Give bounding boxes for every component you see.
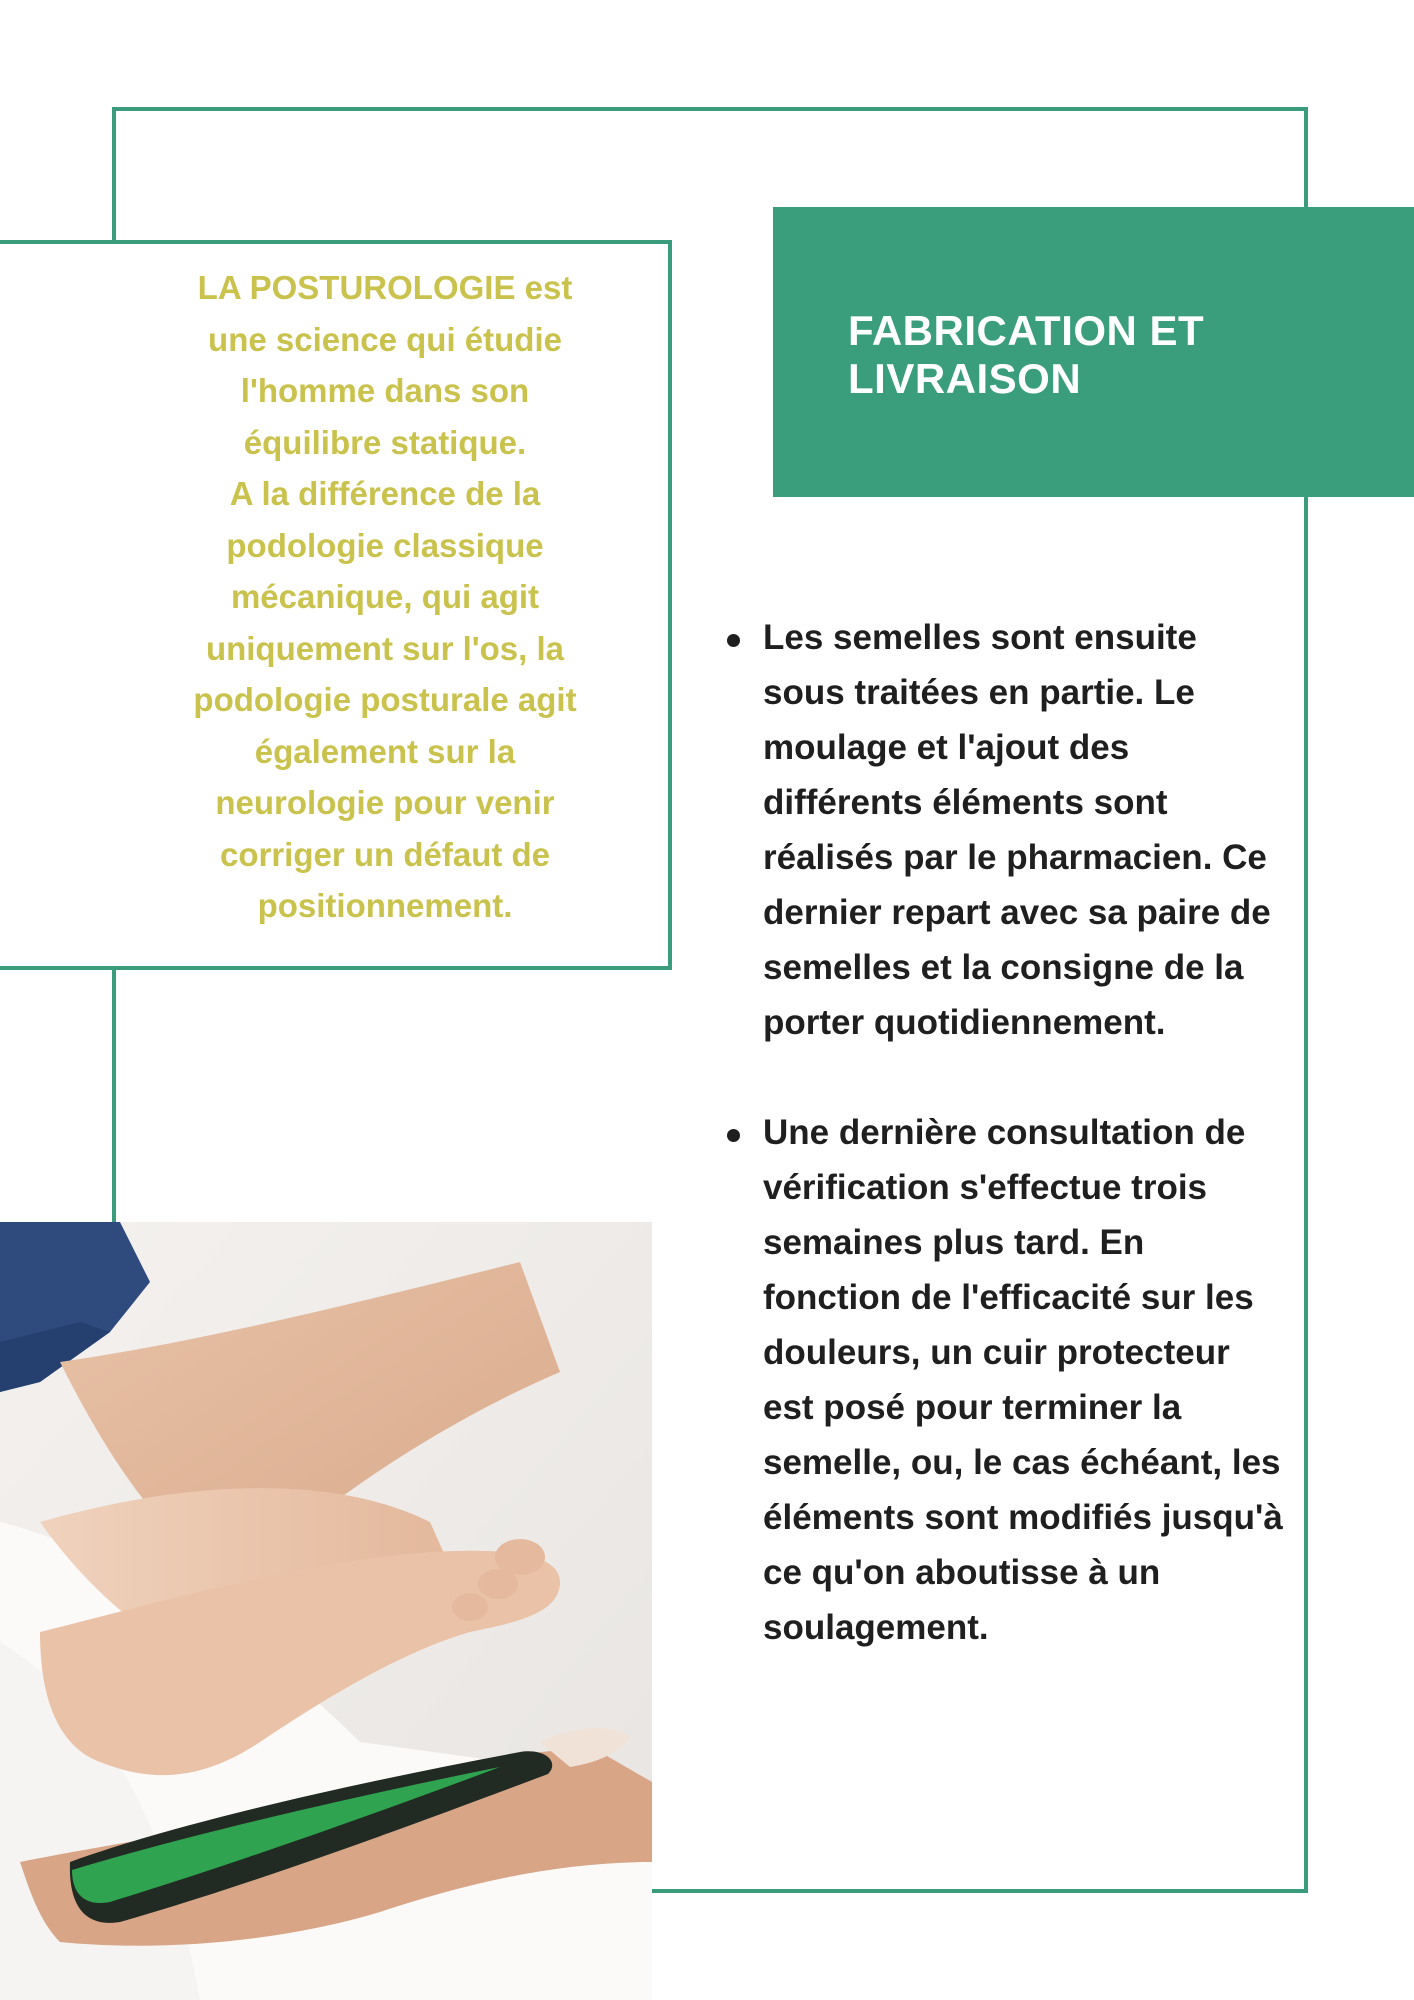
intro-text: LA POSTUROLOGIE est une science qui étudie l'homme dans son équilibre statique. A la différence de la podologie classique mécanique, qui agit uniquement sur l'os, la podologie posturale agit également sur la neurologie pour venir corriger un défaut de positionnement. <box>193 269 577 924</box>
bullet-text: Une dernière consultation de vérification s'effectue trois semaines plus tard. En fonction de l'efficacité sur les douleurs, un cuir protecteur est posé pour terminer la semelle, ou, le cas échéant, les éléments sont modifiés jusqu'à ce qu'on aboutisse à un soulagement. <box>763 1113 1283 1647</box>
insole-fitting-illustration <box>0 1222 652 2000</box>
bullet-item <box>727 610 1287 1050</box>
section-title-banner <box>773 207 1414 497</box>
bullet-item <box>727 1105 1287 1655</box>
bullet-text: Les semelles sont ensuite sous traitées en partie. Le moulage et l'ajout des différents éléments sont réalisés par le pharmacien. Ce dernier repart avec sa paire de semelles et la consigne de la porter quotidiennement. <box>763 618 1271 1042</box>
bullet-list <box>727 610 1287 1710</box>
insole-photo <box>0 1222 652 2000</box>
section-title: FABRICATION ET LIVRAISON <box>848 307 1205 402</box>
bullet-dot-icon <box>727 1129 740 1142</box>
bullet-dot-icon <box>727 634 740 647</box>
